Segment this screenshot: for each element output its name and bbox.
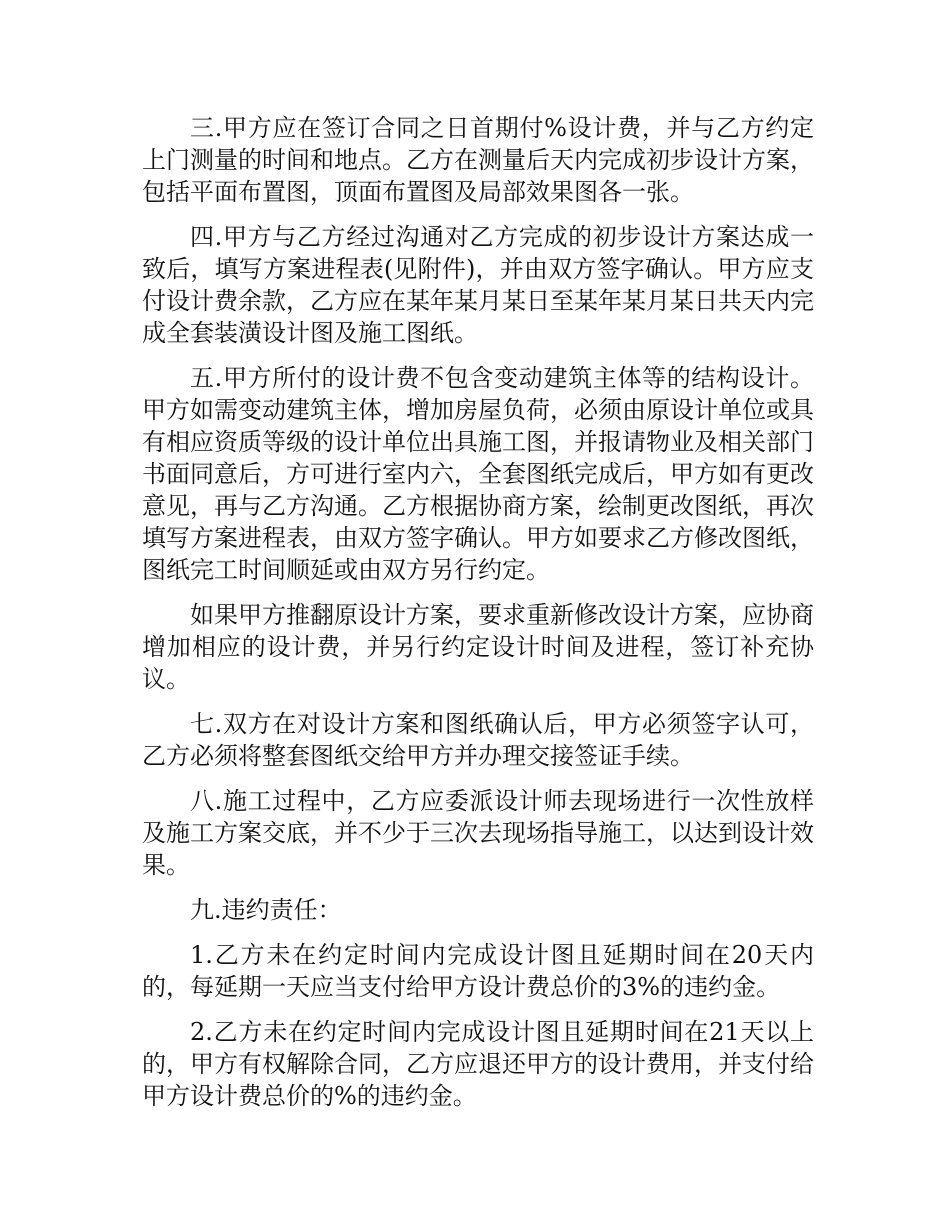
clause-4-paragraph: 四.甲方与乙方经过沟通对乙方完成的初步设计方案达成一致后，填写方案进程表(见附件)，并由双方签字确认。甲方应支付设计费余款，乙方应在某年某月某日至某年某月某日共天内完成全套装潢设计图及施工图纸。 (142, 223, 814, 347)
breach-item-2: 2.乙方未在约定时间内完成设计图且延期时间在21天以上的，甲方有权解除合同，乙方应退还甲方的设计费用，并支付给甲方设计费总价的%的违约金。 (142, 1018, 814, 1110)
clause-5-paragraph: 五.甲方所付的设计费不包含变动建筑主体等的结构设计。甲方如需变动建筑主体，增加房屋负荷，必须由原设计单位或具有相应资质等级的设计单位出具施工图，并报请物业及相关部门书面同意后，方可进行室内六，全套图纸完成后，甲方如有更改意见，再与乙方沟通。乙方根据协商方案，绘制更改图纸，再次填写方案进程表，由双方签字确认。甲方如要求乙方修改图纸，图纸完工时间顺延或由双方另行约定。 (142, 364, 814, 584)
clause-7-paragraph: 七.双方在对设计方案和图纸确认后，甲方必须签字认可，乙方必须将整套图纸交给甲方并办理交接签证手续。 (142, 710, 814, 770)
clause-3-paragraph: 三.甲方应在签订合同之日首期付%设计费，并与乙方约定上门测量的时间和地点。乙方在测量后天内完成初步设计方案，包括平面布置图，顶面布置图及局部效果图各一张。 (142, 114, 814, 206)
breach-item-1: 1.乙方未在约定时间内完成设计图且延期时间在20天内的，每延期一天应当支付给甲方设计费总价的3%的违约金。 (142, 941, 814, 1001)
document-page (142, 112, 814, 1125)
clause-9-heading: 九.违约责任： (190, 896, 342, 924)
clause-8-paragraph: 八.施工过程中，乙方应委派设计师去现场进行一次性放样及施工方案交底，并不少于三次去现场指导施工，以达到设计效果。 (142, 787, 814, 879)
redesign-paragraph: 如果甲方推翻原设计方案，要求重新修改设计方案，应协商增加相应的设计费，并另行约定设计时间及进程，签订补充协议。 (142, 601, 814, 693)
